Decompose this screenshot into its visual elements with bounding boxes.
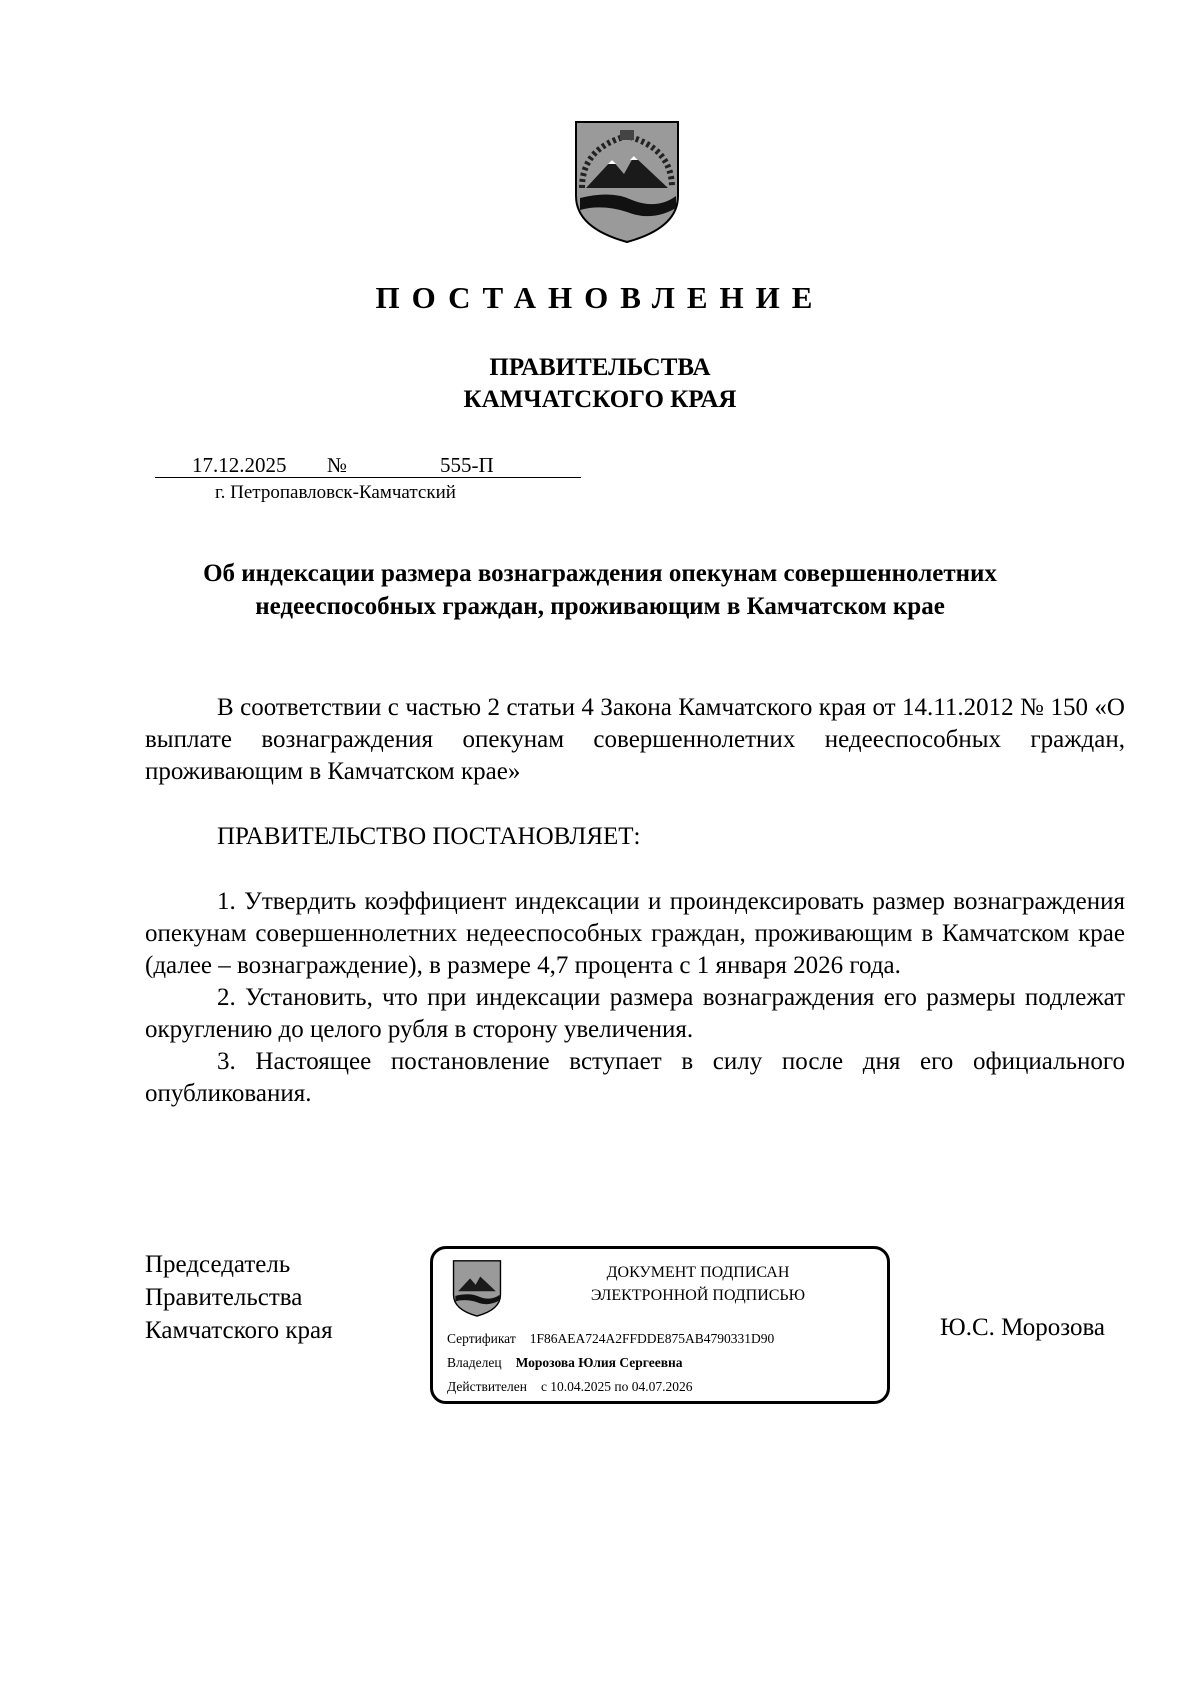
- electronic-signature-stamp: [430, 1246, 890, 1404]
- decree-item-1: 1. Утвердить коэффициент индексации и проиндексировать размер вознаграждения опекунам совершеннолетних недееспособных граждан, проживающим в Камчатском крае (далее – вознаграждение), в размере 4,7 процента с 1 января 2026 года.: [145, 888, 1125, 979]
- stamp-owner-row: [447, 1355, 683, 1371]
- signer-position-line-1: Председатель: [145, 1251, 291, 1278]
- signer-name: Ю.С. Морозова: [940, 1314, 1106, 1341]
- owner-value: Морозова Юлия Сергеевна: [515, 1355, 683, 1370]
- stamp-title: [513, 1261, 883, 1307]
- issuer-line-2: КАМЧАТСКОГО КРАЯ: [463, 386, 737, 413]
- number-label: №: [327, 453, 348, 477]
- document-type-title: ПОСТАНОВЛЕНИЕ: [375, 280, 825, 315]
- issuer-line-1: ПРАВИТЕЛЬСТВА: [489, 354, 711, 381]
- subject-line-2: недееспособных граждан, проживающим в Камчатском крае: [255, 593, 945, 620]
- signer-position-line-3: Камчатского края: [145, 1317, 333, 1344]
- valid-label: Действителен: [447, 1379, 527, 1394]
- stamp-title-line-2: ЭЛЕКТРОННОЙ ПОДПИСЬЮ: [590, 1287, 806, 1304]
- signer-position: [145, 1248, 333, 1347]
- signer-position-line-2: Правительства: [145, 1284, 303, 1311]
- document-subject: [0, 557, 1200, 623]
- stamp-certificate-row: [447, 1331, 774, 1347]
- decree-item-2: 2. Установить, что при индексации размера вознаграждения его размеры подлежат округлению до целого рубля в сторону увеличения.: [145, 984, 1125, 1043]
- stamp-title-line-1: ДОКУМЕНТ ПОДПИСАН: [606, 1264, 790, 1281]
- preamble: [145, 692, 1125, 788]
- stamp-validity-row: [447, 1379, 693, 1395]
- cert-label: Сертификат: [447, 1331, 516, 1346]
- decree-heading: ПРАВИТЕЛЬСТВО ПОСТАНОВЛЯЕТ:: [217, 823, 641, 850]
- subject-line-1: Об индексации размера вознаграждения опекунам совершеннолетних: [203, 560, 997, 587]
- valid-value: с 10.04.2025 по 04.07.2026: [540, 1379, 693, 1394]
- owner-label: Владелец: [447, 1355, 502, 1370]
- document-number: 555-П: [440, 453, 494, 477]
- stamp-emblem-icon: [451, 1259, 503, 1317]
- issuer-title: [0, 352, 1200, 416]
- date-number-line: [155, 453, 581, 478]
- city-label: г. Петропавловск-Камчатский: [215, 482, 456, 503]
- decree-item-3: 3. Настоящее постановление вступает в силу после дня его официального опубликования.: [145, 1048, 1125, 1107]
- cert-value: 1F86AEA724A2FFDDE875AB4790331D90: [529, 1331, 775, 1346]
- decree-items: [145, 886, 1125, 1110]
- document-date: 17.12.2025: [192, 453, 287, 477]
- preamble-text: В соответствии с частью 2 статьи 4 Закона Камчатского края от 14.11.2012 № 150 «О выплате вознаграждения опекунам совершеннолетних недееспособных граждан, проживающим в Камчатском крае»: [145, 694, 1125, 785]
- kamchatka-coat-of-arms-icon: [572, 118, 682, 244]
